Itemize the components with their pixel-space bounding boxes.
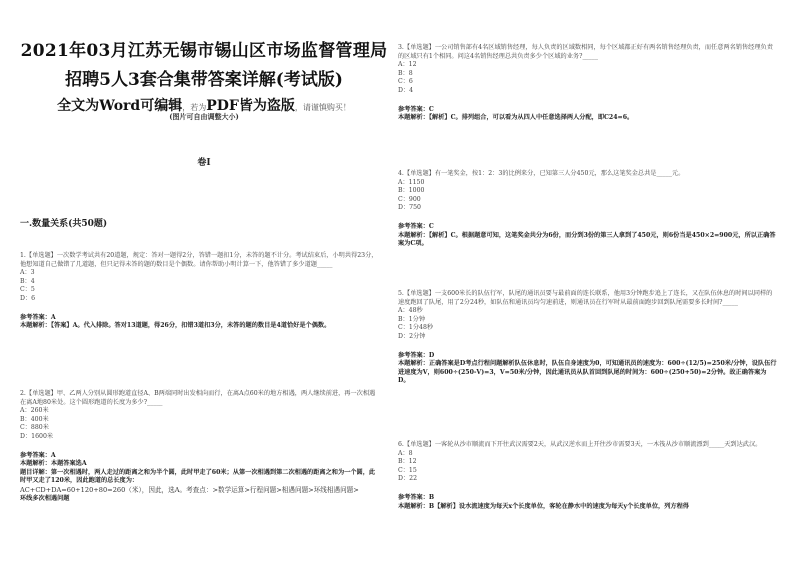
option-a: A：3 — [20, 269, 35, 277]
option-c: C：1分48秒 — [398, 324, 434, 332]
explanation: 本题解析：【答案】A。代入排除。答对13道题，得26分，扣错3道扣3分，未答的题的数目是4道恰好是个偶数。 — [20, 322, 331, 330]
option-a: A：8 — [398, 449, 413, 457]
notice-word-editable: 全文为Word可编辑 — [57, 98, 183, 114]
option-d: D：6 — [20, 294, 36, 302]
explanation: 本题解析：【解析】C。排列组合，可以看为从四人中任意选择两人分配，即C24=6。 — [398, 114, 634, 122]
question-6 — [398, 441, 778, 511]
question-stem: 5.【单选题】一支600米长的队伍行军，队尾的通讯员要与最前面的连长联系，他用3分钟跑步追上了连长，又在队伍休息的时间以同样的速度跑回了队尾，用了2分24秒，如队伍和通讯员均匀速前进，则通讯员在行军时从最前面跑步回到队尾需要多长时间?_____ — [398, 290, 773, 306]
answer-line: 参考答案：D — [398, 351, 435, 359]
option-c: C：6 — [398, 78, 413, 86]
answer-line: 参考答案：C — [398, 222, 434, 230]
question-3 — [398, 44, 778, 123]
option-d: D：4 — [398, 86, 414, 94]
option-b: B：1分钟 — [398, 315, 426, 323]
question-stem: 6.【单选题】一客轮从沙市顺流而下开往武汉需要2天，从武汉逆水而上开往沙市需要3天，一木筏从沙市顺流漂到_____天到达武汉。 — [398, 441, 762, 448]
question-4 — [398, 170, 778, 249]
explanation: 本题解析：【解析】C。根据题意可知，这笔奖金共分为6份，而分到3份的第三人拿到了450元，则6份当是450×2=900元，所以正确答案为C项。 — [398, 231, 776, 248]
question-stem: 3.【单选题】一公司销售部有4名区域销售经理，每人负责的区域数相同，每个区域都正好有两名销售经理负责，而任意两名销售经理负责的区域只有1个相同。问这4名销售经理总共负责多少个区域的业务?_____ — [398, 44, 773, 60]
volume-heading: 卷I — [197, 158, 211, 168]
option-b: B：400米 — [20, 415, 49, 423]
question-stem: 2.【单选题】甲、乙两人分别从圆形跑道直径A、B两端同时出发相向而行，在离A点60米的地方相遇，两人继续前进，再一次相遇在离A地80米处。这个圆形跑道的长度为多少?_____ — [20, 390, 376, 406]
answer-line: 参考答案：C — [398, 105, 434, 113]
explanation: 本题解析：B【解析】设水流速度为每天x个长度单位，客轮在静水中的速度为每天y个长度单位，列方程得 — [398, 502, 689, 510]
option-a: A：260米 — [20, 407, 49, 415]
answer-line: 参考答案：A — [20, 313, 56, 321]
option-c: C：15 — [398, 466, 417, 474]
answer-line: 参考答案：A — [20, 451, 56, 459]
question-5 — [398, 290, 778, 386]
option-c: C：900 — [398, 195, 421, 203]
option-a: A：48秒 — [398, 307, 423, 315]
option-b: B：1000 — [398, 187, 425, 195]
option-d: D：750 — [398, 204, 421, 212]
doc-title-line1: 2021年03月江苏无锡市锡山区市场监督管理局 — [20, 41, 388, 61]
topic-tail: 环线多次相遇问题 — [20, 494, 70, 502]
explanation: 本题解析：正确答案是D考点行程问题解析队伍休息时，队伍自身速度为0，可知通讯员的速度为：600÷(12/5)=250米/分钟，设队伍行进速度为V，则600÷(250-V)=3，V=50米/分钟，因此通讯员从队首回到队尾的时间为：600÷(250+50)=2分钟。故正确答案为D。 — [398, 360, 777, 385]
answer-line: 参考答案：B — [398, 493, 435, 501]
formula-line: AC+CD+DA=60+120+80=260（米），因此，选A。考查点：>数学运算>行程问题>相遇问题>环线相遇问题> — [20, 485, 359, 494]
option-a: A：1150 — [398, 178, 425, 186]
notice-connector: ，若为 — [182, 103, 207, 112]
option-d: D：1600米 — [20, 432, 54, 440]
option-b: B：8 — [398, 69, 413, 77]
question-1 — [20, 252, 380, 331]
section-heading: 一.数量关系(共50题) — [20, 219, 108, 229]
option-d: D：2分钟 — [398, 332, 426, 340]
notice-pdf-warning: PDF皆为盗版 — [206, 98, 295, 114]
option-c: C：880米 — [20, 424, 49, 432]
explanation: 本题解析：本题答案选A — [20, 460, 87, 468]
question-stem: 1.【单选题】一次数学考试共有20道题，规定：答对一题得2分，答错一题扣1分，未答的题不计分。考试结束后，小明共得23分，他想知道自己做错了几道题，但只记得未答的题的数目是个偶数。请你帮助小明计算一下，他答错了多少道题_____ — [20, 252, 378, 268]
doc-title-line2: 招聘5人3套合集带答案详解(考试版) — [65, 70, 343, 90]
notice-caution: ，请谨慎购买！ — [294, 103, 351, 112]
question-stem: 4.【单选题】有一笔奖金，按1：2：3的比例来分，已知第三人分450元，那么这笔奖金总共是_____元。 — [398, 170, 685, 177]
option-c: C：5 — [20, 286, 35, 294]
doc-image-note: (图片可自由调整大小) — [169, 112, 239, 121]
option-b: B：12 — [398, 458, 417, 466]
option-a: A：12 — [398, 61, 417, 69]
option-d: D：22 — [398, 475, 418, 483]
option-b: B：4 — [20, 277, 35, 285]
question-2 — [20, 390, 380, 503]
explanation-detail: 题目详解：第一次相遇时，两人走过的距离之和为半个圆，此时甲走了60米；从第一次相遇到第二次相遇的距离之和为一个圆，此时甲又走了120米，因此跑道的总长度为： — [20, 468, 376, 485]
